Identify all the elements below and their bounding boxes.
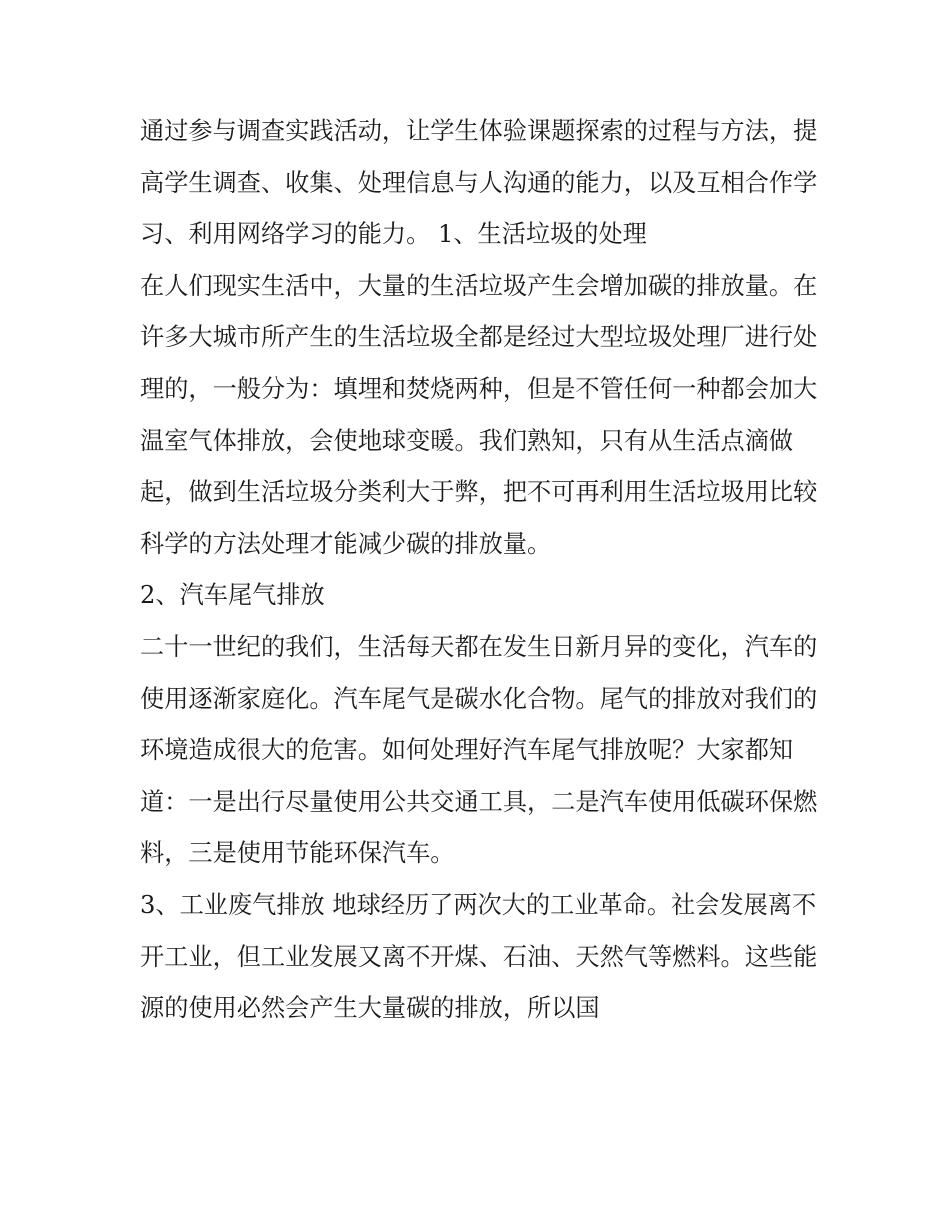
heading-vehicle-exhaust: 2、汽车尾气排放 xyxy=(140,581,325,610)
paragraph-household-waste: 在人们现实生活中，大量的生活垃圾产生会增加碳的排放量。在许多大城市所产生的生活垃圾全都是经过大型垃圾处理厂进行处理的，一般分为：填埋和焚烧两种，但是不管任何一种都会加大温室气体排放，会使地球变暖。我们熟知，只有从生活点滴做起，做到生活垃圾分类利大于弊，把不可再利用生活垃圾用比较科学的方法处理才能减少碳的排放量。 xyxy=(140,271,818,558)
paragraph-industrial-emissions: 3、工业废气排放 地球经历了两次大的工业革命。社会发展离不开工业，但工业发展又离不开煤、石油、天然气等燃料。这些能源的使用必然会产生大量碳的排放，所以国 xyxy=(140,890,818,1023)
paragraph-intro: 通过参与调查实践活动，让学生体验课题探索的过程与方法，提高学生调查、收集、处理信息与人沟通的能力，以及互相合作学习、利用网络学习的能力。 1、生活垃圾的处理 xyxy=(140,117,818,249)
paragraph-vehicle-exhaust: 二十一世纪的我们，生活每天都在发生日新月异的变化，汽车的使用逐渐家庭化。汽车尾气是碳水化合物。尾气的排放对我们的环境造成很大的危害。如何处理好汽车尾气排放呢？大家都知道：一是出行尽量使用公共交通工具，二是汽车使用低碳环保燃料，三是使用节能环保汽车。 xyxy=(140,632,818,868)
body-text xyxy=(140,106,820,1035)
